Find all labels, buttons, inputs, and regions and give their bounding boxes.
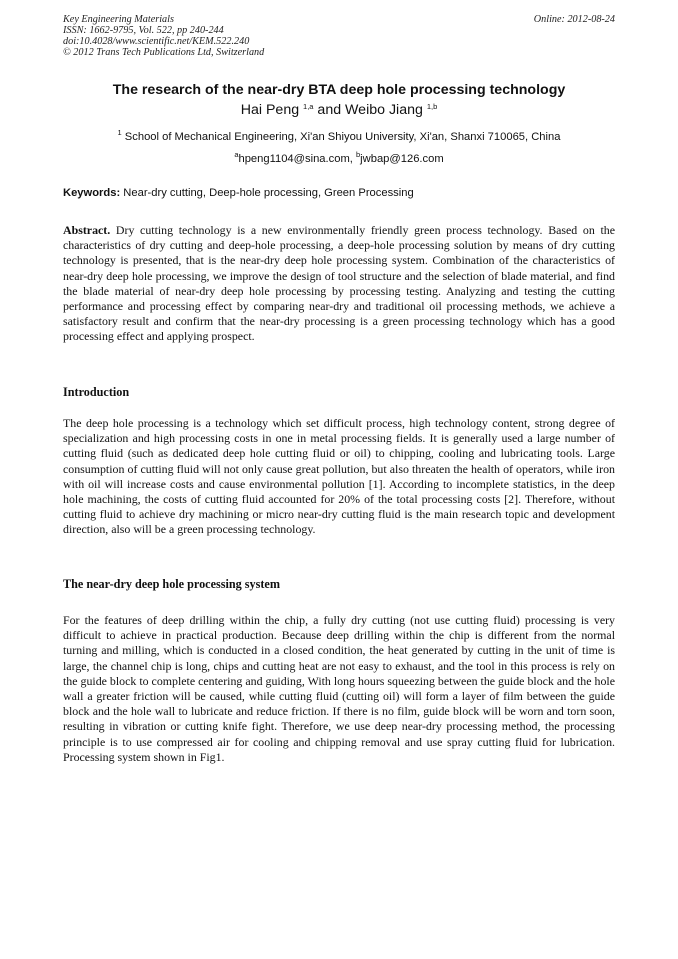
author-1-name: Hai Peng (240, 102, 304, 118)
affiliation-text: School of Mechanical Engineering, Xi'an Shiyou University, Xi'an, Shanxi 710065, China (121, 131, 561, 143)
abstract-text: Dry cutting technology is a new environmentally friendly green process technology. Based on the characteristics of dry cutting and deep-hole processing, a deep-hole processing solution by means of dry cutting technology is presented, that is the near-dry deep hole processing system. Combination of the characteristics of near-dry deep hole processing, we improve the design of tool structure and the selection of blade material, and find the blade material of near-dry deep hole processing by processing testing. Analyzing and testing the cutting performance and processing effect by comparing near-dry and traditional oil processing methods, we achieve a satisfactory result and confirm that the near-dry processing is a green processing technology which has a good processing effect and applying prospect. (63, 223, 615, 344)
processing-system-paragraph: For the features of deep drilling within the chip, a fully dry cutting (not use cutting fluid) processing is very difficult to achieve in practical production. Because deep drilling within the chip is different from the normal turning and milling, which is conducted in a closed condition, the heat generated by cutting in the unit of time is large, the channel chip is long, chips and cutting heat are not easy to exhaust, and the tool in this process is rely on the guide block to complete centering and guiding, With long hours squeezing between the guide block and the hole wall a greater friction will be caused, while cutting fluid (cutting oil) will form a layer of film between the guide block and the hole wall to lubricate and reduce friction. If there is no film, guide block will be worn and torn soon, resulting in vibration or cutting knife fight. Therefore, we use deep near-dry processing method, the processing principle is to use compressed air for cooling and chipping removal and use spray cutting fluid for lubrication. Processing system shown in Fig1. (63, 613, 615, 764)
affiliation (63, 128, 615, 143)
email-b-mark: b (356, 150, 361, 159)
introduction-paragraph: The deep hole processing is a technology which set difficult process, high technology content, strong degree of specialization and high processing costs in one in metal processing fields. It is generally used a large number of cutting fluid (such as dedicated deep hole cutting fluid or oil) to chipping, cooling and lubricating tools. Large consumption of cutting fluid will not only cause great pollution, but also threaten the health of operators, while iron with oil will increase costs and cause environmental pollution [1]. According to incomplete statistics, in the deep hole machining, the costs of cutting fluid accounted for 20% of the total processing costs [2]. Therefore, without cutting fluid to achieve dry machining or micro near-dry cutting fluid is the main research topic and development direction, also will be a green processing technology. (63, 416, 615, 537)
author-2-affiliation-mark: 1,b (426, 102, 438, 111)
keywords-label: Keywords: (63, 187, 121, 199)
online-date: Online: 2012-08-24 (533, 14, 615, 25)
section-heading-processing-system: The near-dry deep hole processing system (63, 577, 280, 591)
paper-title: The research of the near-dry BTA deep hole processing technology (112, 82, 566, 98)
email-a: hpeng1104@sina.com, (238, 153, 356, 165)
affiliation-mark: 1 (117, 128, 122, 137)
journal-copyright: © 2012 Trans Tech Publications Ltd, Switzerland (63, 47, 265, 58)
keywords-text: Near-dry cutting, Deep-hole processing, Green Processing (120, 187, 414, 199)
abstract (63, 223, 615, 345)
author-line (63, 102, 615, 118)
email-line (63, 150, 615, 165)
keywords (63, 187, 615, 199)
email-a-mark: a (234, 150, 239, 159)
author-2-name: Weibo Jiang (345, 102, 427, 118)
journal-header (63, 14, 264, 58)
abstract-label: Abstract. (63, 223, 111, 237)
section-heading-introduction: Introduction (63, 385, 130, 399)
journal-doi: doi:10.4028/www.scientific.net/KEM.522.240 (63, 36, 250, 47)
author-conjunction: and (313, 102, 346, 118)
email-b: jwbap@126.com (360, 153, 444, 165)
journal-name: Key Engineering Materials (63, 14, 174, 25)
journal-issn: ISSN: 1662-9795, Vol. 522, pp 240-244 (63, 25, 224, 36)
author-1-affiliation-mark: 1,a (303, 102, 314, 111)
